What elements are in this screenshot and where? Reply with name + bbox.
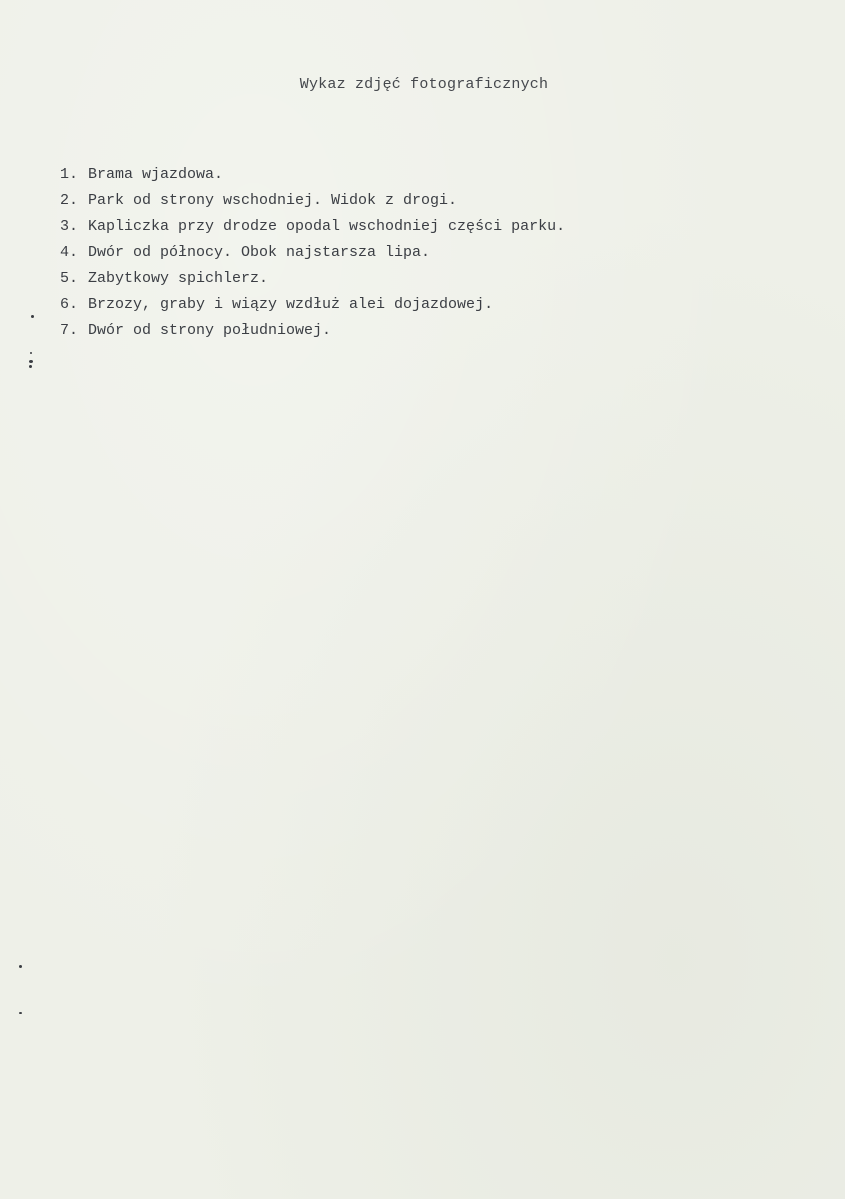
list-item-text: Zabytkowy spichlerz. [88,270,269,287]
list-item [60,292,565,318]
list-item-text: Kapliczka przy drodze opodal wschodniej części parku. [88,218,566,235]
list-item [60,318,565,344]
list-item-number: 1. [60,166,79,183]
photo-list [60,162,565,344]
margin-speck [19,965,22,968]
list-item [60,266,565,292]
list-item-text: Dwór od północy. Obok najstarsza lipa. [88,244,431,261]
margin-speck [31,315,34,318]
list-item [60,214,565,240]
list-item-text: Brzozy, graby i wiązy wzdłuż alei dojazdowej. [88,296,494,313]
margin-speck [29,365,32,368]
list-item-number: 6. [60,296,79,313]
document-title: Wykaz zdjęć fotograficznych [299,76,549,93]
margin-speck [19,1012,22,1014]
list-item [60,240,565,266]
list-item [60,162,565,188]
list-item-number: 5. [60,270,79,287]
list-item [60,188,565,214]
list-item-number: 4. [60,244,79,261]
list-item-text: Dwór od strony południowej. [88,322,332,339]
list-item-number: 7. [60,322,79,339]
list-item-number: 3. [60,218,79,235]
margin-speck [30,352,32,354]
list-item-text: Park od strony wschodniej. Widok z drogi. [88,192,458,209]
margin-speck [29,360,33,363]
list-item-number: 2. [60,192,79,209]
list-item-text: Brama wjazdowa. [88,166,224,183]
